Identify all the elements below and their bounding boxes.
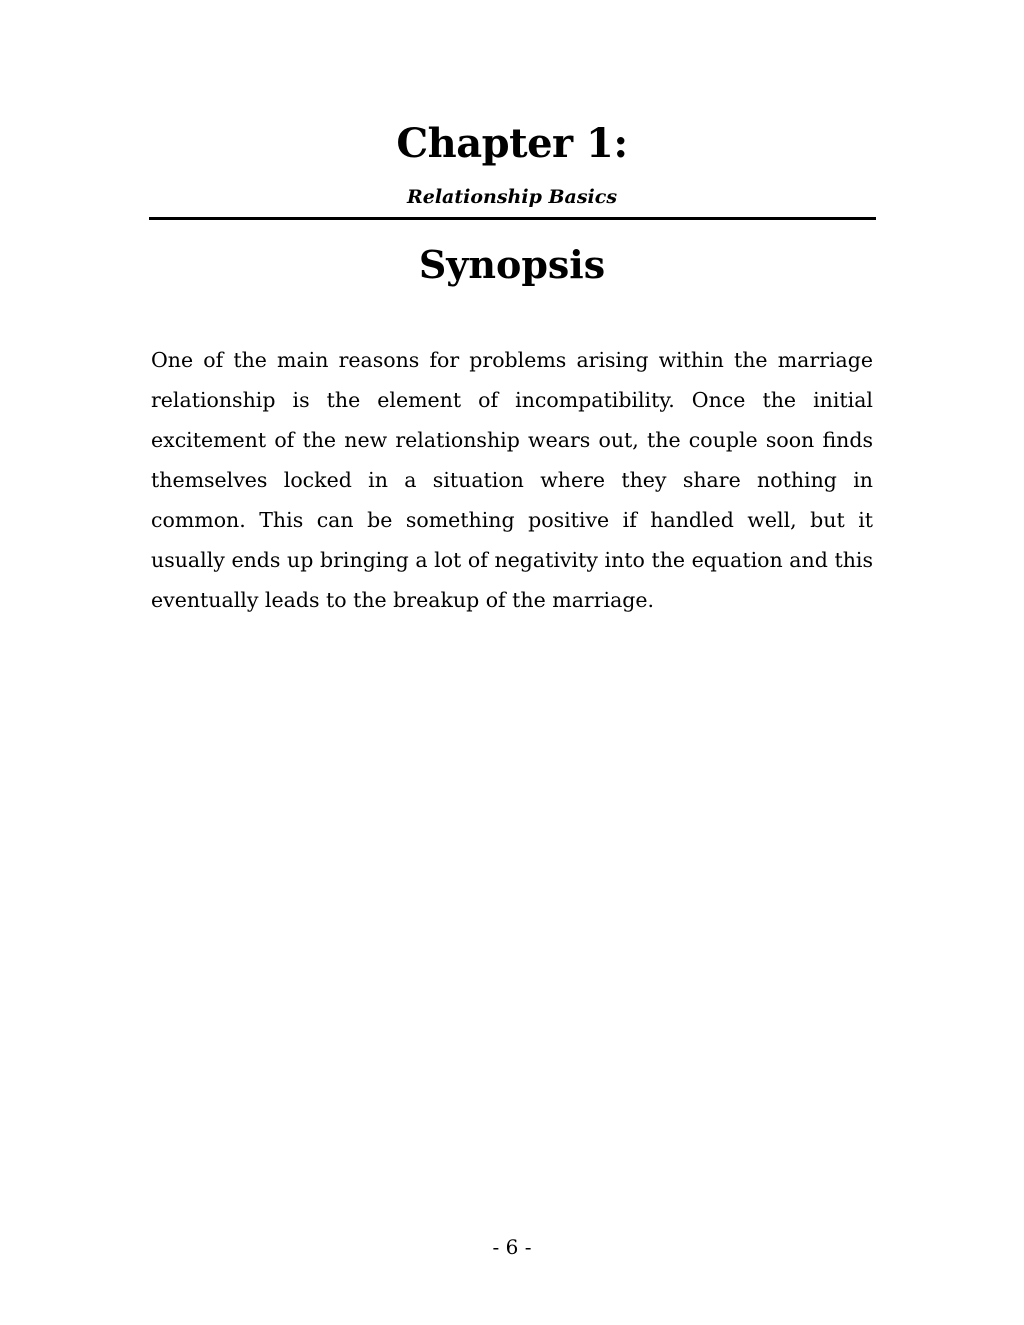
chapter-title: Chapter 1:: [396, 120, 628, 167]
body-paragraph: One of the main reasons for problems arising within the marriage relationship is the element of incompatibility. Once the initial excitement of the new relationship wears out, the couple soon finds themselves locked in a situation where they share nothing in common. This can be something positive if handled well, but it usually ends up bringing a lot of negativity into the equation and this eventually leads to the breakup of the marriage.: [151, 348, 873, 612]
chapter-divider: [149, 217, 876, 220]
chapter-subtitle: Relationship Basics: [406, 186, 618, 208]
section-heading: Synopsis: [418, 242, 606, 287]
page-number: - 6 -: [492, 1235, 532, 1259]
